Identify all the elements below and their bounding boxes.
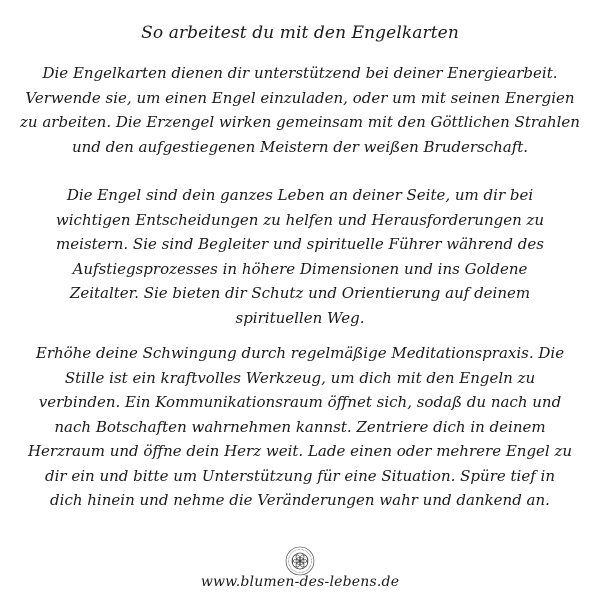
text-line: Aufstiegsprozesses in höhere Dimensionen und ins Goldene [72,259,528,278]
text-line: nach Botschaften wahrnehmen kannst. Zentriere dich in deinem [54,417,546,436]
text-line: dich hinein und nehme die Veränderungen wahr und dankend an. [50,491,550,509]
text-line: Die Engelkarten dienen dir unterstützend bei deiner Energiearbeit. [42,64,558,82]
text-line: meistern. Sie sind Begleiter und spirituelle Führer während des [56,235,544,253]
text-line: Zeitalter. Sie bieten dir Schutz und Orientierung auf deinem [69,284,531,302]
flower-of-life-icon [285,546,315,576]
text-line: zu arbeiten. Die Erzengel wirken gemeinsam mit den Göttlichen Strahlen [20,113,580,131]
text-line: Die Engel sind dein ganzes Leben an deiner Seite, um dir bei [66,186,534,204]
website-link[interactable]: www.blumen-des-lebens.de [200,574,400,590]
text-line: Erhöhe deine Schwingung durch regelmäßige Meditationspraxis. Die [35,344,565,362]
paragraph-meditation [20,341,580,513]
text-line: Stille ist ein kraftvolles Werkzeug, um dich mit den Engeln zu [64,368,536,387]
text-line: Herzraum und öffne dein Herz weit. Lade einen oder mehrere Engel zu [27,442,573,460]
text-line: verbinden. Ein Kommunikationsraum öffnet sich, sodaß du nach und [38,393,562,411]
text-line: dir ein und bitte um Unterstützung für eine Situation. Spüre tief in [45,466,555,485]
text-line: und den aufgestiegenen Meistern der weißen Bruderschaft. [71,137,529,156]
text-line: wichtigen Entscheidungen zu helfen und Herausforderungen zu [55,210,545,229]
paragraph-engel-begleiter [20,183,580,330]
text-line: spirituellen Weg. [235,308,365,327]
page-title: So arbeitest du mit den Engelkarten [141,23,459,43]
paragraph-energiearbeit [20,61,580,159]
text-line: Verwende sie, um einen Engel einzuladen, oder um mit seinen Energien [25,88,575,107]
